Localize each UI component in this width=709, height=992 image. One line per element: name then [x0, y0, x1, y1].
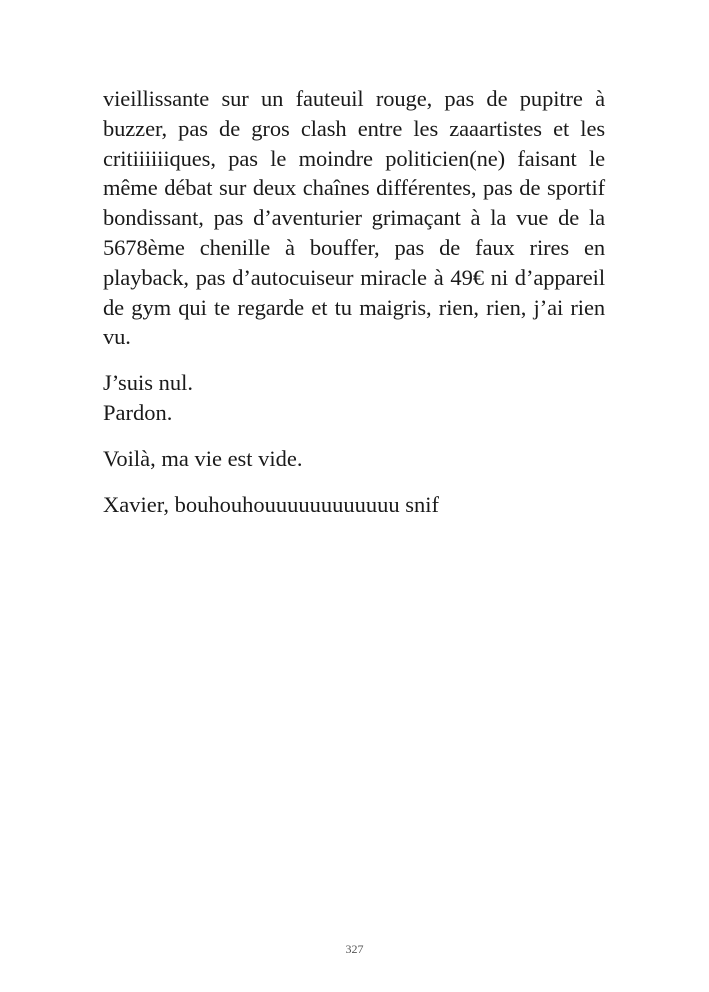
spacer — [103, 474, 605, 490]
spacer — [103, 352, 605, 368]
page-body — [103, 84, 605, 519]
text-line-jsuis-nul: J’suis nul. — [103, 370, 194, 396]
text-line-signature: Xavier, bouhouhouuuuuuuuuuuu snif — [103, 491, 439, 517]
text-line-voila: Voilà, ma vie est vide. — [103, 445, 303, 471]
page-number: 327 — [345, 942, 364, 956]
text-line-pardon: Pardon. — [103, 399, 173, 425]
paragraph-main: vieillissante sur un fauteuil rouge, pas de pupitre à buzzer, pas de gros clash entre les zaaartistes et les critiiiiiiques, pas le moindre politicien(ne) faisant le même débat sur deux chaînes différentes, pas de sportif bondissant, pas d’aventurier grimaçant à la vue de la 5678ème chenille à bouffer, pas de faux rires en playback, pas d’autocuiseur miracle à 49€ ni d’appareil de gym qui te regarde et tu maigris, rien, rien, j’ai rien vu. — [103, 86, 605, 350]
spacer — [103, 428, 605, 444]
